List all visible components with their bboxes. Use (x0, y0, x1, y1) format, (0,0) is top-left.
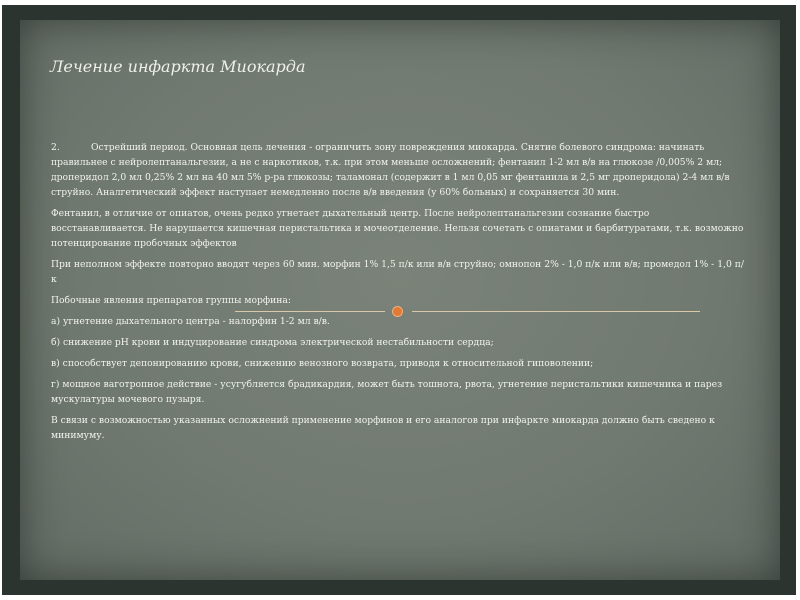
paragraph-acute-period (51, 140, 746, 200)
separator-dot-icon (393, 307, 402, 316)
list-item-side-effect-a: а) угнетение дыхательного центра - налорфин 1-2 мл в/в. (51, 316, 330, 327)
paragraph-acute-period-text: Острейший период. Основная цель лечения - ограничить зону повреждения миокарда. Снятие болевого синдрома: начинать правильнее с нейролептанальгезии, а не с наркотиков, т.к. при этом меньше осложнений; фентанил 1-2 мл в/в на глюкозе /0,005% 2 мл; дроперидол 2,0 мл 0,25% 2 мл на 40 мл 5% р-ра глюкозы; таламонал (содержит в 1 мл 0,05 мг фентанила и 2,5 мг дроперидола) 2-4 мл в/в струйно. Аналгетический эффект наступает немедленно после в/в введения (у 60% больных) и сохраняется 30 мин. (51, 142, 730, 198)
paragraph-conclusion: В связи с возможностью указанных осложнений применение морфинов и его аналогов при инфаркте миокарда должно быть сведено к минимуму. (51, 415, 715, 441)
paragraph-side-effects-heading: Побочные явления препаратов группы морфина: (51, 295, 291, 306)
slide-title: Лечение инфаркта Миокарда (50, 57, 306, 76)
separator-line-right (412, 311, 700, 312)
list-item-side-effect-d: г) мощное ваготропное действие - усугубляется брадикардия, может быть тошнота, рвота, угнетение перистальтики кишечника и парез мускулатуры мочевого пузыря. (51, 379, 723, 405)
list-item-side-effect-b: б) снижение рН крови и индуцирование синдрома электрической нестабильности сердца; (51, 337, 494, 348)
list-item-side-effect-c: в) способствует депонированию крови, снижению венозного возврата, приводя к относительной гиповолении; (51, 358, 594, 369)
paragraph-number: 2. (51, 142, 60, 153)
separator-line-left (235, 311, 385, 312)
paragraph-fentanyl: Фентанил, в отличие от опиатов, очень редко угнетает дыхательный центр. После нейролептанальгезии сознание быстро восстанавливается. Не нарушается кишечная перистальтика и мочеотделение. Нельзя сочетать с опиатами и барбитуратами, т.к. возможно потенцирование пробочных эффектов (51, 208, 744, 249)
paragraph-incomplete-effect: При неполном эффекте повторно вводят через 60 мин. морфин 1% 1,5 п/к или в/в струйно; омнопон 2% - 1,0 п/к или в/в; промедол 1% - 1,0 п/к (51, 259, 744, 285)
slide-body (51, 140, 746, 449)
